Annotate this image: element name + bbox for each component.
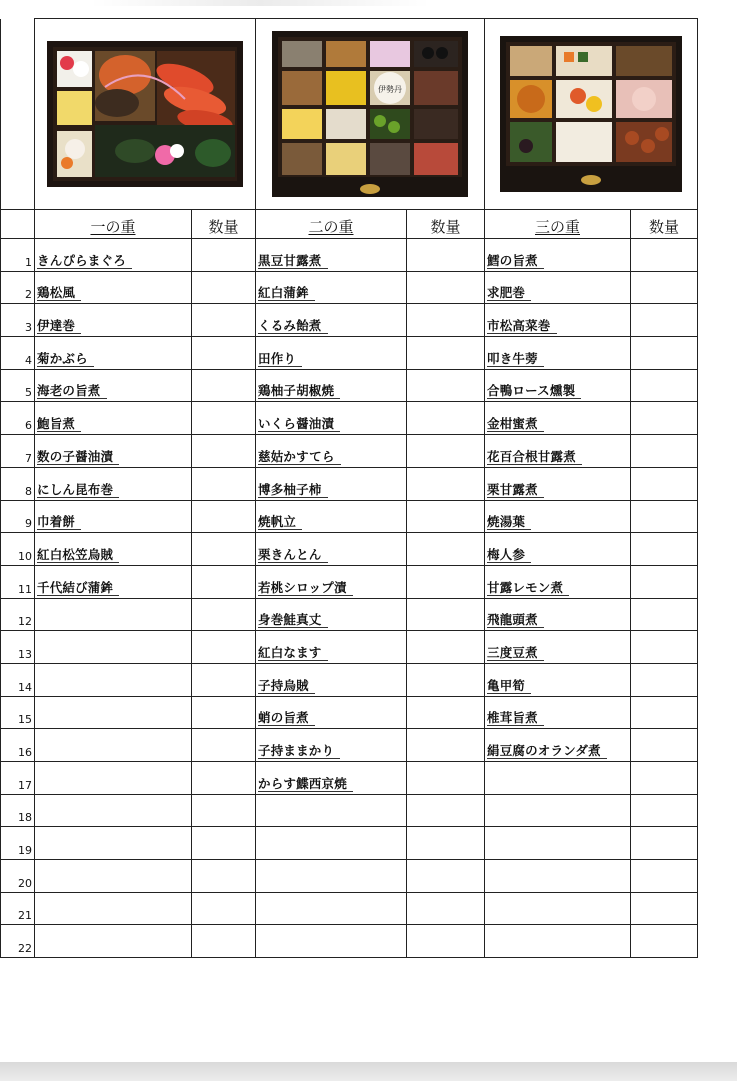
scan-smudge [90, 0, 430, 6]
san-no-ju-photo [485, 19, 698, 210]
tier2-item-label: 鶏柚子胡椒焼 [258, 383, 340, 399]
header-qty2: 数量 [407, 210, 485, 239]
tier1-item-label [37, 744, 43, 759]
tier2-item [256, 533, 407, 566]
tier2-item-label: 蛸の旨煮 [258, 710, 315, 726]
tier3-qty-cell[interactable] [631, 239, 698, 272]
row-number: 3 [1, 304, 35, 337]
tier3-item [485, 239, 631, 272]
tier3-item [485, 827, 631, 860]
tier1-qty-cell[interactable] [192, 762, 256, 795]
tier3-qty-cell[interactable] [631, 304, 698, 337]
tier2-item [256, 271, 407, 304]
table-row [1, 860, 698, 893]
tier3-item [485, 794, 631, 827]
tier2-item [256, 729, 407, 762]
tier3-item-label: 求肥巻 [487, 285, 531, 301]
tier3-qty-cell[interactable] [631, 892, 698, 925]
tier2-qty-cell[interactable] [407, 925, 485, 958]
table-row [1, 762, 698, 795]
tier2-item [256, 631, 407, 664]
tier3-item [485, 304, 631, 337]
row-number: 14 [1, 663, 35, 696]
tier2-item-label: くるみ飴煮 [258, 318, 328, 334]
tier1-qty-cell[interactable] [192, 369, 256, 402]
tier2-item [256, 794, 407, 827]
tier2-qty-cell[interactable] [407, 663, 485, 696]
tier3-item [485, 402, 631, 435]
jubako-tier1-image [45, 39, 245, 189]
tier1-qty-cell[interactable] [192, 271, 256, 304]
tier3-qty-cell[interactable] [631, 402, 698, 435]
tier3-qty-cell[interactable] [631, 729, 698, 762]
tier1-item-label: 鮑旨煮 [37, 416, 81, 432]
tier2-item [256, 762, 407, 795]
tier2-item [256, 565, 407, 598]
tier3-qty-cell[interactable] [631, 271, 698, 304]
tier1-item [35, 402, 192, 435]
tier1-qty-cell[interactable] [192, 467, 256, 500]
table-row [1, 892, 698, 925]
tier2-qty-cell[interactable] [407, 762, 485, 795]
tier1-qty-cell[interactable] [192, 860, 256, 893]
tier3-item-label: 絹豆腐のオランダ煮 [487, 743, 607, 759]
tier1-item-label [37, 940, 43, 955]
tier2-item [256, 337, 407, 370]
tier2-item-label: 身巻鮭真丈 [258, 612, 328, 628]
row-number: 5 [1, 369, 35, 402]
tier1-qty-cell[interactable] [192, 598, 256, 631]
tier1-qty-cell[interactable] [192, 827, 256, 860]
row-number: 9 [1, 500, 35, 533]
tier2-qty-cell[interactable] [407, 402, 485, 435]
tier1-item [35, 435, 192, 468]
tier3-item-label: 金柑蜜煮 [487, 416, 544, 432]
header-tier3-label: 三の重 [534, 218, 580, 236]
tier2-qty-cell[interactable] [407, 500, 485, 533]
tier1-qty-cell[interactable] [192, 435, 256, 468]
tier3-item-label [487, 875, 493, 890]
tier3-item [485, 762, 631, 795]
tier3-item-label: 飛龍頭煮 [487, 612, 544, 628]
tier2-item [256, 598, 407, 631]
tier2-item-label: 焼帆立 [258, 514, 302, 530]
header-tier1-label: 一の重 [90, 218, 136, 236]
tier2-item [256, 467, 407, 500]
header-number [1, 210, 35, 239]
tier1-item [35, 892, 192, 925]
tier2-item-label: 慈姑かすてら [258, 449, 341, 465]
tier2-qty-cell[interactable] [407, 369, 485, 402]
tier1-item-label [37, 875, 43, 890]
tier1-qty-cell[interactable] [192, 925, 256, 958]
tier3-item-label: 鱈の旨煮 [487, 253, 544, 269]
tier1-item-label: 紅白松笠烏賊 [37, 547, 119, 563]
tier2-item [256, 402, 407, 435]
row-number: 11 [1, 565, 35, 598]
tier2-item-label [258, 875, 264, 890]
tier3-qty-cell[interactable] [631, 369, 698, 402]
row-number: 16 [1, 729, 35, 762]
tier1-item [35, 271, 192, 304]
table-row [1, 533, 698, 566]
tier2-item [256, 500, 407, 533]
jubako-tier3-image [498, 34, 684, 194]
tier2-qty-cell[interactable] [407, 271, 485, 304]
tier1-item [35, 369, 192, 402]
tier1-item-label: きんぴらまぐろ [37, 253, 132, 269]
tier1-item-label [37, 809, 43, 824]
tier3-item-label [487, 907, 493, 922]
tier3-item [485, 663, 631, 696]
tier1-item [35, 304, 192, 337]
tier1-item [35, 762, 192, 795]
tier3-item-label: 花百合根甘露煮 [487, 449, 582, 465]
tier2-qty-cell[interactable] [407, 631, 485, 664]
tier3-item [485, 696, 631, 729]
row-number: 2 [1, 271, 35, 304]
tier1-item-label: 海老の旨煮 [37, 383, 107, 399]
osechi-order-sheet [0, 18, 697, 958]
tier1-qty-cell[interactable] [192, 631, 256, 664]
tier2-item-label: 栗きんとん [258, 547, 328, 563]
tier1-qty-cell[interactable] [192, 696, 256, 729]
tier1-item-label [37, 646, 43, 661]
tier3-item [485, 500, 631, 533]
tier1-qty-cell[interactable] [192, 565, 256, 598]
tier3-item-label: 合鴨ロース燻製 [487, 383, 581, 399]
table-row [1, 565, 698, 598]
table-row [1, 598, 698, 631]
header-qty1: 数量 [192, 210, 256, 239]
tier3-qty-cell[interactable] [631, 435, 698, 468]
tier2-qty-cell[interactable] [407, 533, 485, 566]
table-row [1, 500, 698, 533]
tier1-qty-cell[interactable] [192, 337, 256, 370]
tier2-qty-cell[interactable] [407, 729, 485, 762]
tier1-item [35, 598, 192, 631]
row-number: 4 [1, 337, 35, 370]
tier1-qty-cell[interactable] [192, 794, 256, 827]
tier2-item [256, 925, 407, 958]
tier3-item-label: 焼湯葉 [487, 514, 531, 530]
tier3-item [485, 271, 631, 304]
tier1-qty-cell[interactable] [192, 304, 256, 337]
tier1-item-label: 鶏松風 [37, 285, 81, 301]
tier3-qty-cell[interactable] [631, 337, 698, 370]
tier3-qty-cell[interactable] [631, 794, 698, 827]
tier2-qty-cell[interactable] [407, 860, 485, 893]
tier3-item-label: 三度豆煮 [487, 645, 544, 661]
tier2-item-label: 子持烏賊 [258, 678, 315, 694]
tier3-item-label [487, 842, 493, 857]
table-row [1, 402, 698, 435]
tier3-item-label [487, 777, 493, 792]
tier3-item [485, 892, 631, 925]
osechi-menu-table [0, 18, 698, 958]
tier1-item [35, 500, 192, 533]
tier1-item [35, 827, 192, 860]
tier3-qty-cell[interactable] [631, 696, 698, 729]
tier3-item-label: 椎茸旨煮 [487, 710, 544, 726]
tier1-item-label [37, 842, 43, 857]
tier3-item-label: 栗甘露煮 [487, 482, 544, 498]
table-row [1, 239, 698, 272]
table-row [1, 663, 698, 696]
tier3-item [485, 925, 631, 958]
row-number: 15 [1, 696, 35, 729]
tier3-item [485, 369, 631, 402]
tier2-item-label: からす鰈西京焼 [258, 776, 353, 792]
tier1-item [35, 663, 192, 696]
tier3-item [485, 729, 631, 762]
tier2-item-label: 紅白なます [258, 645, 328, 661]
tier1-item-label: 菊かぶら [37, 351, 94, 367]
tier1-item [35, 631, 192, 664]
table-row [1, 794, 698, 827]
tier2-qty-cell[interactable] [407, 304, 485, 337]
column-header-row [1, 210, 698, 239]
tier3-qty-cell[interactable] [631, 533, 698, 566]
header-qty3: 数量 [631, 210, 698, 239]
table-row [1, 337, 698, 370]
tier3-qty-cell[interactable] [631, 500, 698, 533]
tier1-qty-cell[interactable] [192, 500, 256, 533]
tier2-item-label [258, 940, 264, 955]
tier1-qty-cell[interactable] [192, 663, 256, 696]
tier2-item-label: 博多柚子柿 [258, 482, 328, 498]
tier2-qty-cell[interactable] [407, 598, 485, 631]
tier1-item-label: 巾着餅 [37, 514, 81, 530]
tier2-item [256, 696, 407, 729]
ichi-no-ju-photo [35, 19, 256, 210]
tier1-item [35, 533, 192, 566]
tier3-item [485, 337, 631, 370]
table-row [1, 696, 698, 729]
tier1-qty-cell[interactable] [192, 533, 256, 566]
tier1-item-label [37, 679, 43, 694]
tier1-qty-cell[interactable] [192, 402, 256, 435]
tier2-qty-cell[interactable] [407, 435, 485, 468]
tier2-item-label: 紅白蒲鉾 [258, 285, 315, 301]
tier3-item [485, 467, 631, 500]
tier2-item [256, 239, 407, 272]
tier1-item [35, 337, 192, 370]
tier3-item-label [487, 809, 493, 824]
table-row [1, 369, 698, 402]
tier1-item [35, 925, 192, 958]
table-row [1, 304, 698, 337]
row-number: 19 [1, 827, 35, 860]
box-label-text: 伊勢丹 [378, 85, 402, 94]
tier2-qty-cell[interactable] [407, 565, 485, 598]
tier1-item [35, 696, 192, 729]
tier1-item-label: 千代結び蒲鉾 [37, 580, 119, 596]
header-tier3 [485, 210, 631, 239]
tier3-qty-cell[interactable] [631, 631, 698, 664]
tier2-qty-cell[interactable] [407, 239, 485, 272]
photo-row [1, 19, 698, 210]
row-number: 12 [1, 598, 35, 631]
row-number: 22 [1, 925, 35, 958]
table-row [1, 729, 698, 762]
row-number: 13 [1, 631, 35, 664]
tier1-item-label [37, 777, 43, 792]
tier2-item [256, 435, 407, 468]
tier1-qty-cell[interactable] [192, 729, 256, 762]
tier3-item-label: 市松高菜巻 [487, 318, 557, 334]
tier2-item [256, 892, 407, 925]
tier1-item [35, 729, 192, 762]
tier2-item-label [258, 809, 264, 824]
tier1-qty-cell[interactable] [192, 239, 256, 272]
header-tier2 [256, 210, 407, 239]
tier3-item [485, 860, 631, 893]
tier2-item-label: いくら醤油漬 [258, 416, 340, 432]
tier2-qty-cell[interactable] [407, 467, 485, 500]
tier1-item [35, 565, 192, 598]
tier3-item [485, 631, 631, 664]
table-row [1, 435, 698, 468]
tier2-item-label [258, 842, 264, 857]
row-number: 20 [1, 860, 35, 893]
table-row [1, 631, 698, 664]
tier3-item-label: 甘露レモン煮 [487, 580, 569, 596]
tier2-item-label: 田作り [258, 351, 302, 367]
tier2-qty-cell[interactable] [407, 337, 485, 370]
row-number: 1 [1, 239, 35, 272]
tier2-item [256, 663, 407, 696]
tier2-item [256, 827, 407, 860]
tier1-item-label [37, 711, 43, 726]
tier3-item-label: 梅人参 [487, 547, 531, 563]
tier3-item [485, 565, 631, 598]
tier3-item [485, 435, 631, 468]
ni-no-ju-photo [256, 19, 485, 210]
row-number: 7 [1, 435, 35, 468]
table-row [1, 925, 698, 958]
tier1-item-label [37, 613, 43, 628]
table-row [1, 467, 698, 500]
tier1-item [35, 239, 192, 272]
scanner-edge [0, 1062, 737, 1081]
tier1-item [35, 467, 192, 500]
header-tier2-label: 二の重 [308, 218, 354, 236]
tier3-qty-cell[interactable] [631, 860, 698, 893]
tier2-item-label: 若桃シロップ漬 [258, 580, 353, 596]
row-number: 18 [1, 794, 35, 827]
row-number: 8 [1, 467, 35, 500]
tier3-qty-cell[interactable] [631, 467, 698, 500]
tier2-item [256, 860, 407, 893]
tier2-item-label: 子持ままかり [258, 743, 340, 759]
row-number: 10 [1, 533, 35, 566]
row-number: 21 [1, 892, 35, 925]
tier3-qty-cell[interactable] [631, 762, 698, 795]
photo-spacer [1, 19, 35, 210]
tier1-item-label: にしん昆布巻 [37, 482, 119, 498]
tier3-qty-cell[interactable] [631, 925, 698, 958]
tier3-qty-cell[interactable] [631, 827, 698, 860]
table-row [1, 827, 698, 860]
tier3-item-label [487, 940, 493, 955]
tier3-qty-cell[interactable] [631, 663, 698, 696]
tier1-item-label: 数の子醤油漬 [37, 449, 119, 465]
tier1-item-label [37, 907, 43, 922]
tier2-qty-cell[interactable] [407, 794, 485, 827]
tier1-qty-cell[interactable] [192, 892, 256, 925]
tier2-qty-cell[interactable] [407, 827, 485, 860]
table-row [1, 271, 698, 304]
tier3-item-label: 亀甲筍 [487, 678, 531, 694]
tier1-item [35, 860, 192, 893]
jubako-tier2-image [270, 29, 470, 199]
tier1-item-label: 伊達巻 [37, 318, 81, 334]
tier1-item [35, 794, 192, 827]
tier2-item-label: 黒豆甘露煮 [258, 253, 328, 269]
tier2-item-label [258, 907, 264, 922]
tier3-qty-cell[interactable] [631, 598, 698, 631]
tier3-item [485, 533, 631, 566]
tier2-item [256, 304, 407, 337]
tier2-qty-cell[interactable] [407, 696, 485, 729]
tier2-item [256, 369, 407, 402]
row-number: 17 [1, 762, 35, 795]
tier3-item [485, 598, 631, 631]
row-number: 6 [1, 402, 35, 435]
tier2-qty-cell[interactable] [407, 892, 485, 925]
header-tier1 [35, 210, 192, 239]
tier3-qty-cell[interactable] [631, 565, 698, 598]
tier3-item-label: 叩き牛蒡 [487, 351, 544, 367]
